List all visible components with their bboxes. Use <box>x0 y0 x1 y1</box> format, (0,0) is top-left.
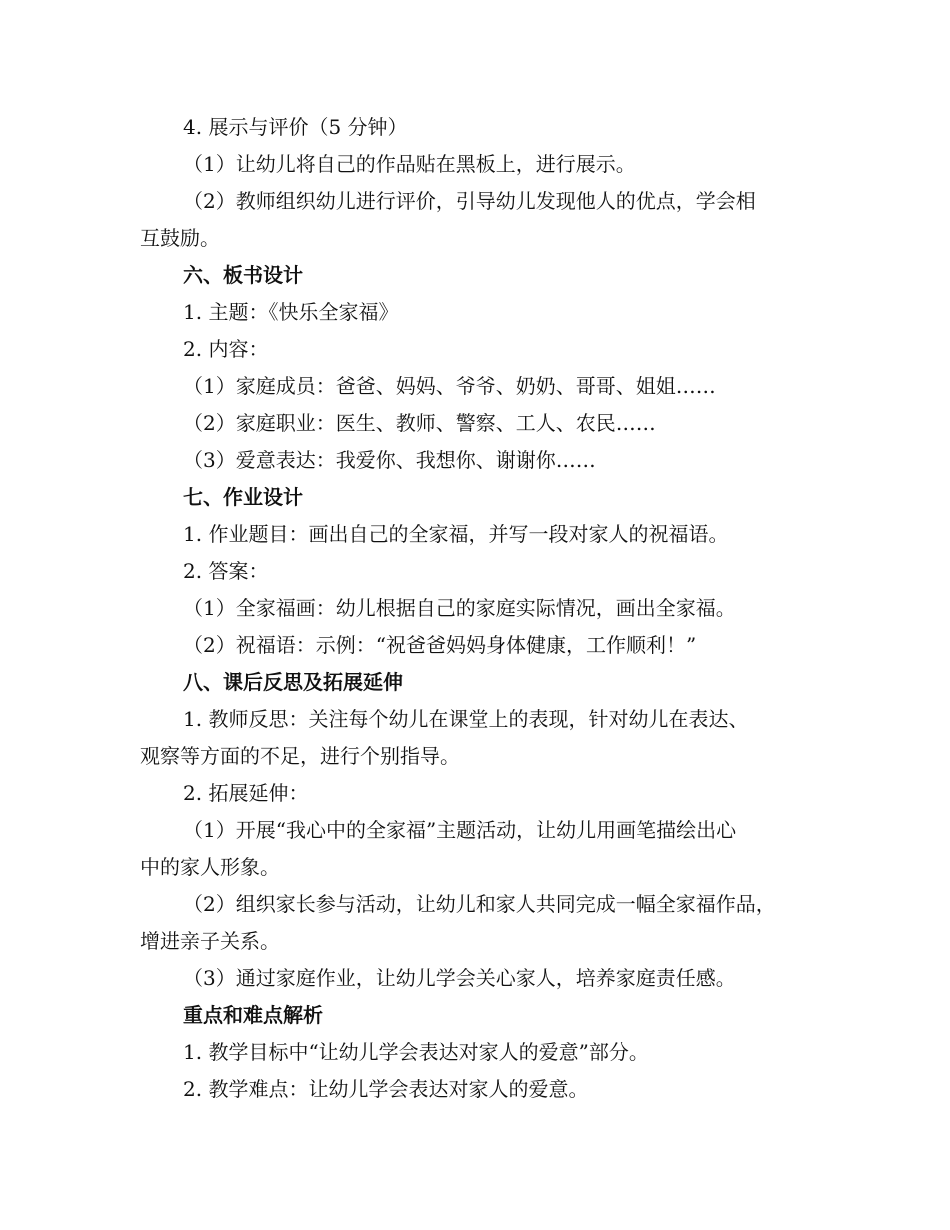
teacher-reflection-continued: 观察等方面的不足，进行个别指导。 <box>140 744 460 768</box>
extension-item-2: （2）组织家长参与活动，让幼儿和家人共同完成一幅全家福作品， <box>183 892 776 916</box>
extension-title: 2. 拓展延伸： <box>183 781 309 805</box>
extension-item-3: （3）通过家庭作业，让幼儿学会关心家人，培养家庭责任感。 <box>183 966 736 990</box>
step-4-item-1: （1）让幼儿将自己的作品贴在黑板上，进行展示。 <box>183 152 636 176</box>
key-point-1: 1. 教学目标中“让幼儿学会表达对家人的爱意”部分。 <box>183 1040 649 1064</box>
step-4-item-2-continued: 互鼓励。 <box>140 226 220 250</box>
section-heading-board-design: 六、板书设计 <box>183 263 303 287</box>
board-content-item-3: （3）爱意表达：我爱你、我想你、谢谢你…… <box>183 448 596 472</box>
section-heading-key-points: 重点和难点解析 <box>183 1003 323 1027</box>
homework-question: 1. 作业题目：画出自己的全家福，并写一段对家人的祝福语。 <box>183 522 729 546</box>
key-point-2: 2. 教学难点：让幼儿学会表达对家人的爱意。 <box>183 1077 589 1101</box>
teacher-reflection: 1. 教师反思：关注每个幼儿在课堂上的表现，针对幼儿在表达、 <box>183 707 749 731</box>
homework-answer-item-1: （1）全家福画：幼儿根据自己的家庭实际情况，画出全家福。 <box>183 596 736 620</box>
section-heading-homework-design: 七、作业设计 <box>183 485 303 509</box>
extension-item-1-continued: 中的家人形象。 <box>140 855 280 879</box>
extension-item-1: （1）开展“我心中的全家福”主题活动，让幼儿用画笔描绘出心 <box>183 818 737 842</box>
board-content-item-2: （2）家庭职业：医生、教师、警察、工人、农民…… <box>183 411 656 435</box>
section-heading-reflection-extension: 八、课后反思及拓展延伸 <box>183 670 403 694</box>
board-content: 2. 内容： <box>183 337 269 361</box>
board-content-item-1: （1）家庭成员：爸爸、妈妈、爷爷、奶奶、哥哥、姐姐…… <box>183 374 716 398</box>
board-theme: 1. 主题：《快乐全家福》 <box>183 300 399 324</box>
step-4-title: 4. 展示与评价（5 分钟） <box>183 115 408 139</box>
homework-answer-item-2: （2）祝福语：示例：“祝爸爸妈妈身体健康，工作顺利！” <box>183 633 697 657</box>
extension-item-2-continued: 增进亲子关系。 <box>140 929 280 953</box>
step-4-item-2: （2）教师组织幼儿进行评价，引导幼儿发现他人的优点，学会相 <box>183 189 756 213</box>
homework-answer: 2. 答案： <box>183 559 269 583</box>
